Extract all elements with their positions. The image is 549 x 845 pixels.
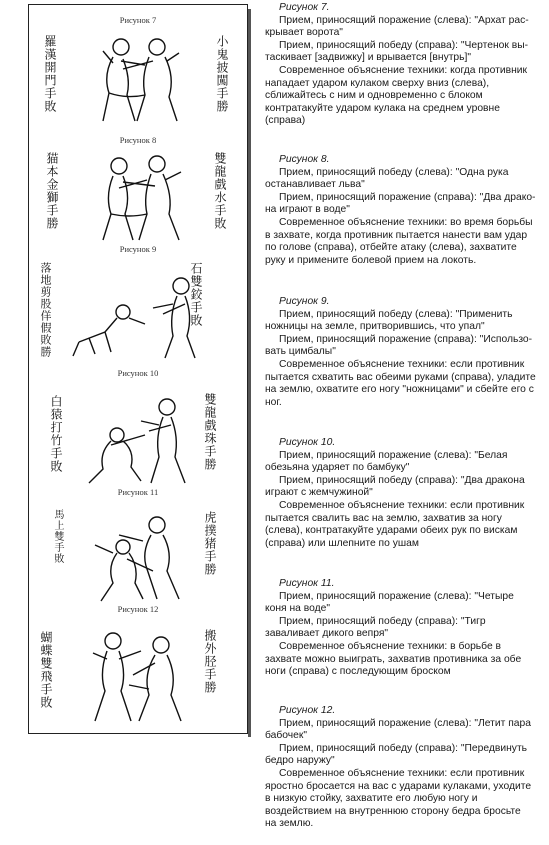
text-line: Прием, приносящий победу (справа): "Чертенок вы- [279,39,529,51]
figure-9 [29,244,247,375]
text-line: яростно бросается на вас с ударами кулаками, уходите [265,780,532,792]
text-line: Современное объяснение техники: во время борьбы [279,216,533,228]
text-line: на играют в воде" [265,204,350,216]
figure-heading: Рисунок 11. [279,578,335,589]
right-cjk-label: 雙龍戲水手敗 [213,152,227,230]
figure-11 [29,487,247,613]
right-cjk-label: 小鬼披闖手勝 [215,35,229,113]
fighters-illustration [83,35,193,125]
figure-description-block [265,437,545,550]
text-line: ноги (справа) с последующим броском [265,666,451,678]
figure-heading: Рисунок 10. [279,437,336,448]
text-line: контратакуйте ударом кулака на среднем уровне [265,102,500,114]
text-line: ножницы на земле, притворившись, что упал" [265,321,485,333]
text-line: крывает ворота" [265,27,343,39]
left-cjk-label: 馬上雙手敗 [52,509,63,564]
illustration-panel [28,4,248,734]
text-line: пытается свалить вас на землю, захватив за ногу [265,512,502,524]
left-cjk-label: 落地剪股佯假敗勝 [39,262,52,358]
text-line: вать цимбалы" [265,346,336,358]
figure-caption: Рисунок 12 [117,604,159,614]
figure-heading: Рисунок 9. [279,296,330,307]
figure-12 [29,604,247,733]
text-line: на землю. [265,818,314,830]
text-line: воздействием на внутреннюю сторону бедра бросьте [265,805,521,817]
figure-description-block [265,154,545,267]
figure-heading: Рисунок 8. [279,154,330,165]
text-line: Прием, приносящий победу (слева): "Одна рука [279,166,509,178]
text-line: заваливает дикого вепря" [265,628,389,640]
text-line: Современное объяснение техники: когда противник [279,64,528,76]
figure-10 [29,368,247,495]
figure-description-block [265,578,545,679]
fighters-illustration [83,629,193,725]
figure-heading: Рисунок 12. [279,705,336,716]
fighters-illustration [89,152,189,244]
text-line: ног. [265,396,282,408]
panel-shadow [248,9,251,737]
right-cjk-label: 搬外胫手勝 [203,629,217,694]
text-line: Прием, приносящий победу (справа): "Передвинуть [279,742,528,754]
text-line: Прием, приносящий поражение (слева): "Четыре [279,590,514,602]
text-line: в низкую стойку, захватите его любую ногу и [265,793,478,805]
text-line: (слева), контратакуйте ударами обеих рук по вискам [265,525,518,537]
text-line: Современное объяснение техники: если противник [279,499,525,511]
left-cjk-label: 蝴蝶雙飛手敗 [39,631,53,709]
text-line: Прием, приносящий поражение (слева): "Летит пара [279,717,531,729]
text-line: Прием, приносящий победу (слева): "Применить [279,308,513,320]
fighters-illustration [83,513,193,605]
text-line: в захвате, когда противник пытается нанести вам удар [265,229,528,241]
text-line: (справа) или шлепните по ушам [265,537,419,549]
text-line: Прием, приносящий поражение (справа): "Два драко- [279,191,536,203]
text-line: руку и примените болевой прием на локоть. [265,254,477,266]
text-line: таскивает [задвижку] и врывается [внутрь]" [265,52,472,64]
figure-caption: Рисунок 11 [117,487,159,497]
figure-description-block [265,705,545,831]
text-line: захвате можно выиграть, захватив противника за обе [265,653,522,665]
text-line: играют с жемчужиной" [265,487,373,499]
text-line: пытается схватить вас обеими руками (справа), уладите [265,371,536,383]
text-line: Прием, приносящий поражение (справа): "Использо- [279,333,533,345]
text-line: коня на воде" [265,603,330,615]
text-line: сближайтесь с ним и одновременно с блоком [265,90,483,102]
left-cjk-label: 羅漢開門手敗 [43,35,57,113]
text-line: Прием, приносящий победу (справа): "Два дракона [279,474,525,486]
left-cjk-label: 猫本金獅手勝 [45,152,59,230]
text-line: Современное объяснение техники: в борьбе в [279,640,502,652]
figure-caption: Рисунок 9 [119,244,157,254]
text-line: Прием, приносящий победу (справа): "Тигр [279,615,486,627]
text-line: Современное объяснение техники: если противник [279,767,525,779]
figure-heading: Рисунок 7. [279,2,330,13]
text-line: Прием, приносящий поражение (слева): "Белая [279,449,508,461]
right-cjk-label: 石雙鉸手敗 [189,262,203,327]
figure-caption: Рисунок 8 [119,135,157,145]
text-line: бабочек" [265,730,308,742]
figure-8 [29,130,247,250]
text-line: на землю, охватите его ногу "ножницами" и сбейте его с [265,384,534,396]
text-line: обезьяна ударяет по бамбуку" [265,462,410,474]
fighters-illustration [69,272,199,362]
right-cjk-label: 雙龍戲珠手勝 [203,393,217,471]
text-line: Прием, приносящий поражение (слева): "Архат рас- [279,14,529,26]
text-line: останавливает льва" [265,179,365,191]
fighters-illustration [83,395,193,487]
text-line: нападает ударом кулаком сверху вниз (слева), [265,77,490,89]
figure-caption: Рисунок 7 [119,15,157,25]
text-line: бедро наружу" [265,755,335,767]
left-cjk-label: 白猿打竹手敗 [49,395,63,473]
figure-description-block [265,296,545,409]
figure-caption: Рисунок 10 [117,368,159,378]
text-line: Современное объяснение техники: если противник [279,358,525,370]
figure-description-block [265,2,545,128]
text-line: по голове (справа), отбейте атаку (слева), захватите [265,242,517,254]
figure-7 [29,5,247,130]
text-line: (справа) [265,115,306,127]
right-cjk-label: 虎撲猪手勝 [203,511,217,576]
